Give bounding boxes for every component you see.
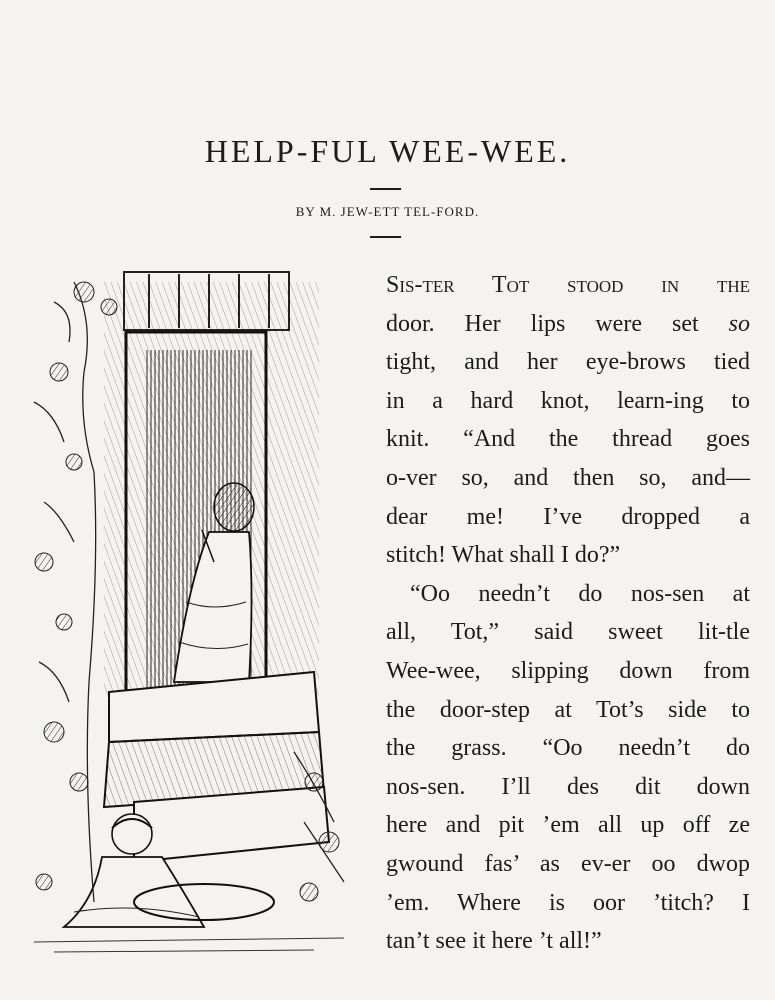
story-line-11: Wee-wee, slipping down from — [386, 657, 750, 684]
story-line-3: tight, and her eye-brows tied — [386, 349, 750, 376]
story-line-12: the door-step at Tot’s side to — [386, 696, 750, 723]
story-line-17: ’em. Where is oor ’titch? I — [386, 889, 750, 916]
story-line-2-text: door. Her lips were set — [386, 310, 699, 337]
story-line-16: gwound fas’ as ev-er oo dwop — [386, 850, 750, 877]
byline-rule-divider — [370, 236, 401, 238]
story-line-4: in a hard knot, learn-ing to — [386, 387, 750, 414]
story-line-1-text: Sis-ter Tot stood in the — [386, 272, 750, 298]
story-line-10: all, Tot,” said sweet lit-tle — [386, 619, 750, 646]
story-line-2 — [386, 305, 750, 344]
story-text — [386, 266, 750, 961]
story-title: HELP-FUL WEE-WEE. — [204, 133, 571, 170]
story-line-6: o-ver so, and then so, and— — [386, 464, 750, 491]
title-rule-divider — [370, 188, 401, 190]
story-line-14: nos-sen. I’ll des dit down — [386, 773, 750, 800]
story-line-13: the grass. “Oo needn’t do — [386, 735, 750, 762]
story-line-8: stitch! What shall I do?” — [386, 542, 621, 569]
story-line-1 — [386, 266, 750, 305]
story-line-9: “Oo needn’t do nos-sen at — [410, 580, 750, 607]
story-line-7: dear me! I’ve dropped a — [386, 503, 750, 530]
story-line-5: knit. “And the thread goes — [386, 426, 750, 453]
author-byline: BY M. JEW-ETT TEL-FORD. — [295, 204, 480, 219]
italic-word: so — [728, 310, 751, 337]
engraving-illustration-children-at-doorway — [14, 262, 364, 962]
story-line-15: here and pit ’em all up off ze — [386, 812, 750, 839]
story-line-18: tan’t see it here ’t all!” — [386, 928, 602, 955]
